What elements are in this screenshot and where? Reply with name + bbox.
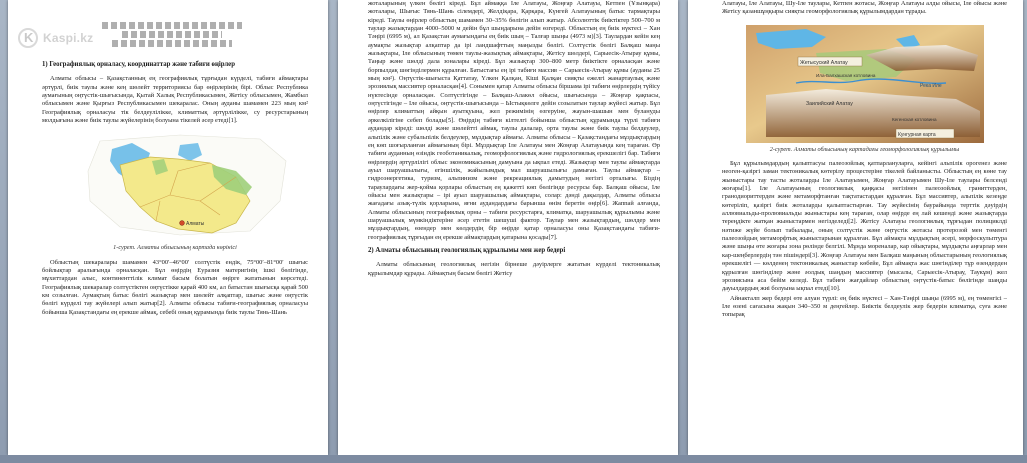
map-label: Алматы (186, 221, 205, 228)
kaspi-watermark (18, 28, 93, 48)
kaspi-logo-icon (18, 28, 38, 48)
figure-caption-1: 1-сурет. Алматы облысының картада көрінісі (113, 244, 237, 252)
section-heading-1: 1) Географиялық орналасу, координаттар және табиғи өңірлер (42, 61, 235, 68)
document-page-3 (688, 0, 1023, 455)
document-page-2 (338, 0, 678, 455)
document-page-1 (8, 0, 328, 455)
map-label: Река Иле (919, 82, 942, 89)
map-label: Кунгурная карта (897, 131, 936, 138)
map-label: Заилийский Алатау (805, 100, 853, 107)
map-label: Жетысуский Алатау (799, 59, 848, 66)
paragraph: Алатауы, Іле Алатауы, Шу-Іле таулары, Кетпен жотасы, Жоңғар Алатауы алды ойысы, Іле ойысы және Жетісу қазаншұңқыры сияқты геоморфологиялық құрылымдардан тұрады. (722, 0, 1007, 16)
almaty-region-map (60, 131, 290, 241)
paragraph: Бұл құрылымдардың қалыптасуы палеозойлық қатпарлануларға, кейінгі альпілік орогенез және неоген-қазіргі заман тектоникалық көтерілу процестеріне тікелей байланысты. Облыстың ең көне тау жыныстары тау тасты жоталарды Іле Алатауымен, Жоңғар Алатауымен Шу-Іле таулары белсенді жоғары[1]. Іле Алатауының геологиялық қаңқасы негізінен палеозойлық граниттерден, гранодиориттерден және метаморфтанған тақтатастардан құралған. Бұл массивтер, альпілік кезеңде көтеріліп, қазіргі биік жоталарды қалыптастырған. Тау жүйесінің баурайында терттік дәуірдің аллювиальды-пролювиальды жыныстары кең тараған, олар өңірде ең лай кешенді және жазықтарда тереңдікте жатқан жыныстармен негізделеді[2]. Жетісу Алатауы геологиялық тұрғыдан полициклді нәтиже жүйе болып табылады, оның солтүстік және оңтүстік жотасы протерозой мен төменгі палеозойдың метаморфтық жыныстарынан құралған. Бұл аймақта мұздықтың әсері, морфоскульптура және шыңы өте жоғары зона рөлінде белгілі. Мұнда мореналар, кар ойықтары, мұздықты аңғарлар мен кар-шеңберлердің тән пішіндері[3]. Жоңғар Алатауы мен Балқаш маңының облыстарының геологиялық өрекшелігі — көлденең тектоникалық жаныстар көбейе, Бұл аймақта жас шөгінділер тұр өзендерден құрылған шөгінділер және әолдық шаңдың массивтер (мысалы, Сарыесік-Атырау, Таукұм) жел эрозиясына аса бейім келеді. Бұл табиғи жағдайлар облыстың оңтүстік-батыс бөлігінде шаңды дауылдардың жиі болуына ықпал етеді[10]. (722, 160, 1007, 293)
section-heading-2: 2) Алматы облысының геологиялық құрылымы мен жер бедері (368, 246, 566, 254)
redacted-title-line (102, 22, 242, 29)
redacted-title-line (122, 31, 222, 38)
map-label: Кегенская котловина (891, 116, 937, 122)
map-label: Ила-Балхашская котловина (815, 72, 875, 78)
watermark-text: Kaspi.kz (43, 31, 94, 45)
paragraph: Айнакталп жер бедері өте алуан түрлі: ең биік нүктесі – Хан-Тәңірі шыңы (6995 м), ең төменгісі – Іле өзені сағасына жақын 340–350 м деңгейлер. Биіктік белдеулік жер бедерін климатқа, суға және топырақ (722, 294, 1007, 319)
paragraph: Облыстың шекаралары шамамен 43°00′–46°00′ солтүстік ендік, 75°00′–81°00′ шығыс бойлықтар аралығында орналасқан. Бұл өңірдің Еуразия материгінің ішкі бөлігінде, мұхиттардан алыс, континенттілік климат басым болатын өңірге жататынын көрсетеді. Географиялық шекаралар солтүстіктен оңтүстікке қарай 400 км, ал батыстан шығысқа қарай 500 км созылған. Аумақтың батыс бөлігі жазықтар мен шөлейт алқаптар, шығыс және оңтүстік бөлігі күрделі тау жүйелері алып жатыр[2]. Алматы облысы табиғи-географиялық орналасуы бойынша Қазақстандағы ең ерекше аймақ, себебі оның құрамында биік таулы Тянь-Шань (42, 258, 308, 316)
figure-caption-2: 2-сурет. Алматы облысының картадағы геоморфологиялық құрылымы (769, 145, 960, 153)
paragraph: Алматы облысының геологиялық негізін бірнеше дәуірлерге жататын күрделі тектоникалық құрылымдар құрады. Аймақтың басым бөлігі Жетісу (368, 261, 660, 277)
status-bar (0, 455, 1027, 463)
geomorphology-map (746, 25, 984, 143)
redacted-title-line (112, 40, 232, 47)
map-figure (60, 131, 290, 241)
paragraph: жоталарының үлкен бөлігі кіреді. Бұл аймаққа Іле Алатауы, Жоңғар Алатауы, Кетпен (Ұзынқара) жоталары, Шығыс Тянь-Шань сілемдері, Желдіқара, Қарқара, Күнгей Алатауының батыс тармақтары кіреді. Таулы өңірлер облыстың шамамен 30–35% бөлігін алып жатыр. Абсолюттік биіктіктер 500–700 м таулар жазықтардан 4000–5000 м дейін бұл шыңдарына дейін өзгереді. Облыстың ең биік нүктесі – Хан Тәңірі (6995 м), ал Қазақстан аумағындағы ең биік шың – Талғар шыңы (4973 м)[3]. Таулардан кейін кең аумақты жазықтар алқаптар да ірі ландшафттың маңызды бөлігі. Солтүстік бөлігі Балқаш маңы жазықтары, Іле облысының төмен таулы-жазықтық аймақтары, Жетісу шөлдері, Сарыесік-Атырау құмы, Таңыр және шөлді дала зоналары кіреді. Бұл жазықтар 300–800 метр биіктікте орналасқан және борпылдақ шөгінділермен құралған. Батыстағы ең ірі табиғи массив – Сарыесік-Атырау құмы (ауданы 25 мың км²). Оңтүстік-шығыста Қаттатау, Үлкен Қалқан, Кіші Қалқан сияқты ежелгі жанартаулық және эрозиялық массивтер орналасқан[4]. Сонымен қатар Алматы облысы біршама ірі табиғи өңірлердің түйісу нүктесінде орналасқан. Солтүстігінде – Балқаш-Алакөл ойысы, шығысында – Жоңғар қақпасы, оңтүстігінде – Іле ойысы, оңтүстік-шығысында – Ыстықкөлге дейін созылатын таулар жүйесі жатыр. Бұл өңірлер климаттың айқын ауытқуына, жел режимінің өзгеруіне, жауын-шашын мен булануды әркелкілігіне себеп болады[5]. Өңірдің табиғи кілтелгі бойынша облыстың құрамында түрлі табиғи аудандар кіреді: шөлді және шөлейтті аймақ, таулы далалар, орта таулы және биік таулы белдеулер, альпілік және субальпілік белдеулер, мұздықтар аймағы. Алматы облысы – Қазақстандағы мұздықтардың ең көп шоғырланған аймағының бірі. Мұздықтар Іле Алатауы мен Жоңғар Алатауында кең тараған. Өр табиғи ауданның өзіндік геоботаникалық, геоморфологиялық және гидрологиялық ерекшелігі бар. Табиғи өңірлердің әртүрлілігі облыс экономикасының дамуына да ықпал етеді. Жазықтар мен таулы аймақтарда ауыл шаруашылығы, егіншілік, жайылымдық мал шаруашылығы дамыған. Таулы аймақтар – гидроэнергетика, туризм, альпинизм және рекреациялық дамытудың негізгі орталығы. Біздің тараулардағы жер-қойма қорлары облыстың ең қажетті көп бөлігінде ресурсы бар. Балқаш ойысы, Іле ойысы мен жазықтары – ірі ауыл шаруашылық аймақтары, солар: дәнді дақылдар, Алматы облысы жағадағы азық-түлік қорларына, яғни аудандардағы барынша өнім беретін өңір[6]. Жаппай алғанда, Алматы облысының географиялық орны – табиғи ресурстарға, климатқа, шаруашылық құрылымы және шаруашылық мүмкіндіктеріне әсер ететін шешуші фактор. Таулар мен жазықтардың, шөлдер мен мұздықтардың, өзендер мен көлдердің бір өңірде қатар орналасуы оны Қазақстандағы табиғи-географиялық тұрғыдан ең ерекше аймақтардың қатарына қосады[7]. (368, 0, 660, 241)
map-figure (746, 25, 984, 143)
paragraph: Алматы облысы – Қазақстанның ең географиялық тұрғыдан күрделі, табиғи аймақтары әртүрлі, биік таулы және кең шөлейт территориясы бар өңірлерінің бірі. Облыс Республика аумағының оңтүстік-шығысында, Қытай Халық Республикасымен, Жетісу облысымен, Жамбыл облысымен және Қырғыз Республикасымен шекаралас. Оның ауданы шамамен 223 мың км² Географиялық орналасуы тік белдеулілікке, климаттық әртүрлілікке, су ресурстарының молдығына және биік таулы жүйелерінің болуына тікелей әсер етеді[1]. (42, 75, 308, 125)
